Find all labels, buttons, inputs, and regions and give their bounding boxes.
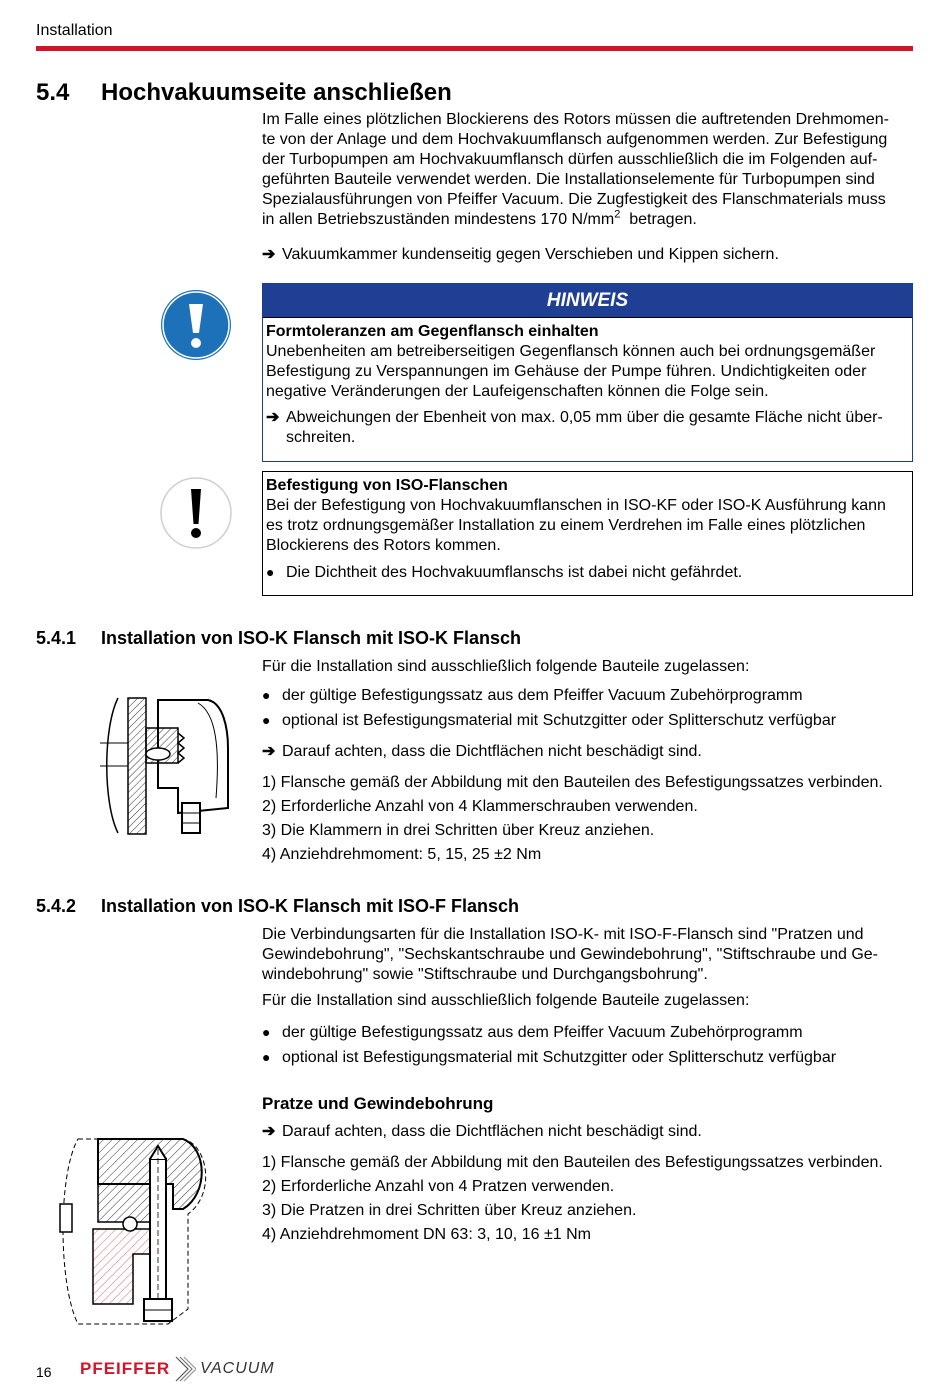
iso-note-line: Bei der Befestigung von Hochvakuumflanschen in ISO-KF oder ISO-K Ausführung kann (266, 497, 886, 514)
pfeiffer-vacuum-logo (80, 1355, 275, 1383)
page-number: 16 (36, 1364, 52, 1380)
hinweis-box (262, 283, 913, 462)
s542-steps (262, 1122, 912, 1245)
iso-note-line: es trotz ordnungsgemäßer Installation zu einem Verdrehen im Falle eines plötzlichen (266, 517, 866, 534)
hinweis-line: Befestigung zu Verspannungen im Gehäuse der Pumpe führen. Undichtigkeiten oder (266, 363, 867, 380)
step: 2) Erforderliche Anzahl von 4 Klammerschrauben verwenden. (262, 798, 698, 815)
step: 1) Flansche gemäß der Abbildung mit den Bauteilen des Befestigungssatzes verbinden. (262, 774, 883, 791)
hinweis-action (266, 408, 909, 428)
iso-note-bullet (266, 562, 909, 583)
iso-note-title: Befestigung von ISO-Flanschen (266, 477, 508, 494)
iso-note-box (262, 471, 913, 596)
subsection-heading-541 (36, 627, 521, 649)
list-item (262, 1022, 912, 1043)
bullet-icon: ● (266, 564, 275, 580)
step: 3) Die Klammern in drei Schritten über Kreuz anziehen. (262, 822, 655, 839)
subsection-number: 5.4.2 (36, 896, 77, 916)
intro-line: der Turbopumpen am Hochvakuumflansch dürfen ausschließlich die im Folgenden auf- (262, 151, 878, 168)
intro-paragraph (262, 110, 912, 230)
bullet-icon: ● (262, 687, 271, 703)
intro-line: te von der Anlage und dem Hochvakuumflansch aufgenommen werden. Zur Befestigung (262, 131, 888, 148)
subheading-pratze: Pratze und Gewindebohrung (262, 1094, 494, 1113)
arrow-icon: ➔ (262, 246, 276, 263)
s541-content (262, 657, 912, 865)
exclamation-icon (160, 477, 232, 555)
intro-instruction (262, 245, 912, 265)
s542-instruction (262, 1122, 912, 1142)
logo-mark-icon (174, 1355, 196, 1383)
logo-text-left: PFEIFFER (80, 1359, 171, 1378)
pratze-drawing (58, 1134, 218, 1335)
arrow-icon: ➔ (262, 1123, 276, 1140)
section-number: 5.4 (36, 79, 70, 106)
s541-instruction-text: Darauf achten, dass die Dichtflächen nicht beschädigt sind. (282, 743, 702, 760)
intro-last-text: in allen Betriebszuständen mindestens 170 N/mm (262, 211, 615, 228)
step: 2) Erforderliche Anzahl von 4 Pratzen verwenden. (262, 1178, 615, 1195)
hinweis-line: Unebenheiten am betreiberseitigen Gegenflansch können auch bei ordnungsgemäßer (266, 343, 876, 360)
intro-line: geführten Bauteile verwendet werden. Die Installationselemente für Turbopumpen sind (262, 171, 875, 188)
hinweis-line: negative Veränderungen der Laufeigenschaften können die Folge sein. (266, 383, 769, 400)
list-item-text: der gültige Befestigungssatz aus dem Pfeiffer Vacuum Zubehörprogramm (282, 687, 803, 704)
hinweis-action-text: Abweichungen der Ebenheit von max. 0,05 mm über die gesamte Fläche nicht über- (286, 409, 883, 426)
logo-text-right: VACUUM (200, 1360, 275, 1377)
arrow-icon: ➔ (262, 743, 276, 760)
intro-line: Im Falle eines plötzlichen Blockierens des Rotors müssen die auftretenden Drehmomen- (262, 111, 889, 128)
intro-line: Spezialausführungen von Pfeiffer Vacuum. Die Zugfestigkeit des Flanschmaterials muss (262, 191, 886, 208)
mandatory-blue-icon (160, 289, 232, 367)
bullet-icon: ● (262, 712, 271, 728)
list-item (262, 1047, 912, 1068)
intro-instruction-text: Vakuumkammer kundenseitig gegen Verschieben und Kippen sichern. (282, 246, 779, 263)
list-item-text: optional ist Befestigungsmaterial mit Schutzgitter oder Splitterschutz verfügbar (282, 712, 837, 729)
section-title: Hochvakuumseite anschließen (101, 79, 452, 106)
section-heading (36, 78, 452, 108)
subsection-number: 5.4.1 (36, 628, 77, 648)
bullet-icon: ● (262, 1049, 271, 1065)
hinweis-label: HINWEIS (263, 284, 912, 318)
s542-instruction-text: Darauf achten, dass die Dichtflächen nicht beschädigt sind. (282, 1123, 702, 1140)
list-item-text: optional ist Befestigungsmaterial mit Schutzgitter oder Splitterschutz verfügbar (282, 1049, 837, 1066)
s542-content (262, 925, 912, 1068)
step: 1) Flansche gemäß der Abbildung mit den Bauteilen des Befestigungssatzes verbinden. (262, 1154, 883, 1171)
s541-instruction (262, 742, 912, 762)
s542-intro2: Für die Installation sind ausschließlich folgende Bauteile zugelassen: (262, 992, 750, 1009)
step: 4) Anziehdrehmoment: 5, 15, 25 ±2 Nm (262, 846, 542, 863)
s541-intro: Für die Installation sind ausschließlich folgende Bauteile zugelassen: (262, 658, 750, 675)
bullet-icon: ● (262, 1024, 271, 1040)
subsection-heading-542 (36, 895, 519, 917)
iso-k-clamp-drawing (98, 688, 248, 849)
step: 3) Die Pratzen in drei Schritten über Kreuz anziehen. (262, 1202, 637, 1219)
subsection-title: Installation von ISO-K Flansch mit ISO-F Flansch (101, 896, 520, 916)
iso-note-line: Blockierens des Rotors kommen. (266, 537, 501, 554)
intro-line-last (262, 210, 912, 230)
s542-intro-line: windebohrung" sowie "Stiftschraube und Durchgangsbohrung". (262, 966, 708, 983)
superscript: 2 (614, 208, 621, 221)
s542-intro-line: Gewindebohrung", "Sechskantschraube und Gewindebohrung", "Stiftschraube und Ge- (262, 946, 878, 963)
iso-note-bullet-text: Die Dichtheit des Hochvakuumflanschs ist dabei nicht gefährdet. (286, 564, 743, 581)
intro-last-post: betragen. (629, 211, 697, 228)
hinweis-title: Formtoleranzen am Gegenflansch einhalten (266, 323, 599, 340)
arrow-icon: ➔ (266, 409, 280, 426)
header-rule (36, 46, 913, 51)
hinweis-action-cont: schreiten. (286, 429, 356, 446)
s542-intro-line: Die Verbindungsarten für die Installation ISO-K- mit ISO-F-Flansch sind "Pratzen und (262, 926, 864, 943)
header-title: Installation (36, 22, 113, 39)
step: 4) Anziehdrehmoment DN 63: 3, 10, 16 ±1 Nm (262, 1226, 591, 1243)
list-item (262, 685, 912, 706)
subsection-title: Installation von ISO-K Flansch mit ISO-K Flansch (101, 628, 522, 648)
list-item (262, 710, 912, 731)
list-item-text: der gültige Befestigungssatz aus dem Pfeiffer Vacuum Zubehörprogramm (282, 1024, 803, 1041)
